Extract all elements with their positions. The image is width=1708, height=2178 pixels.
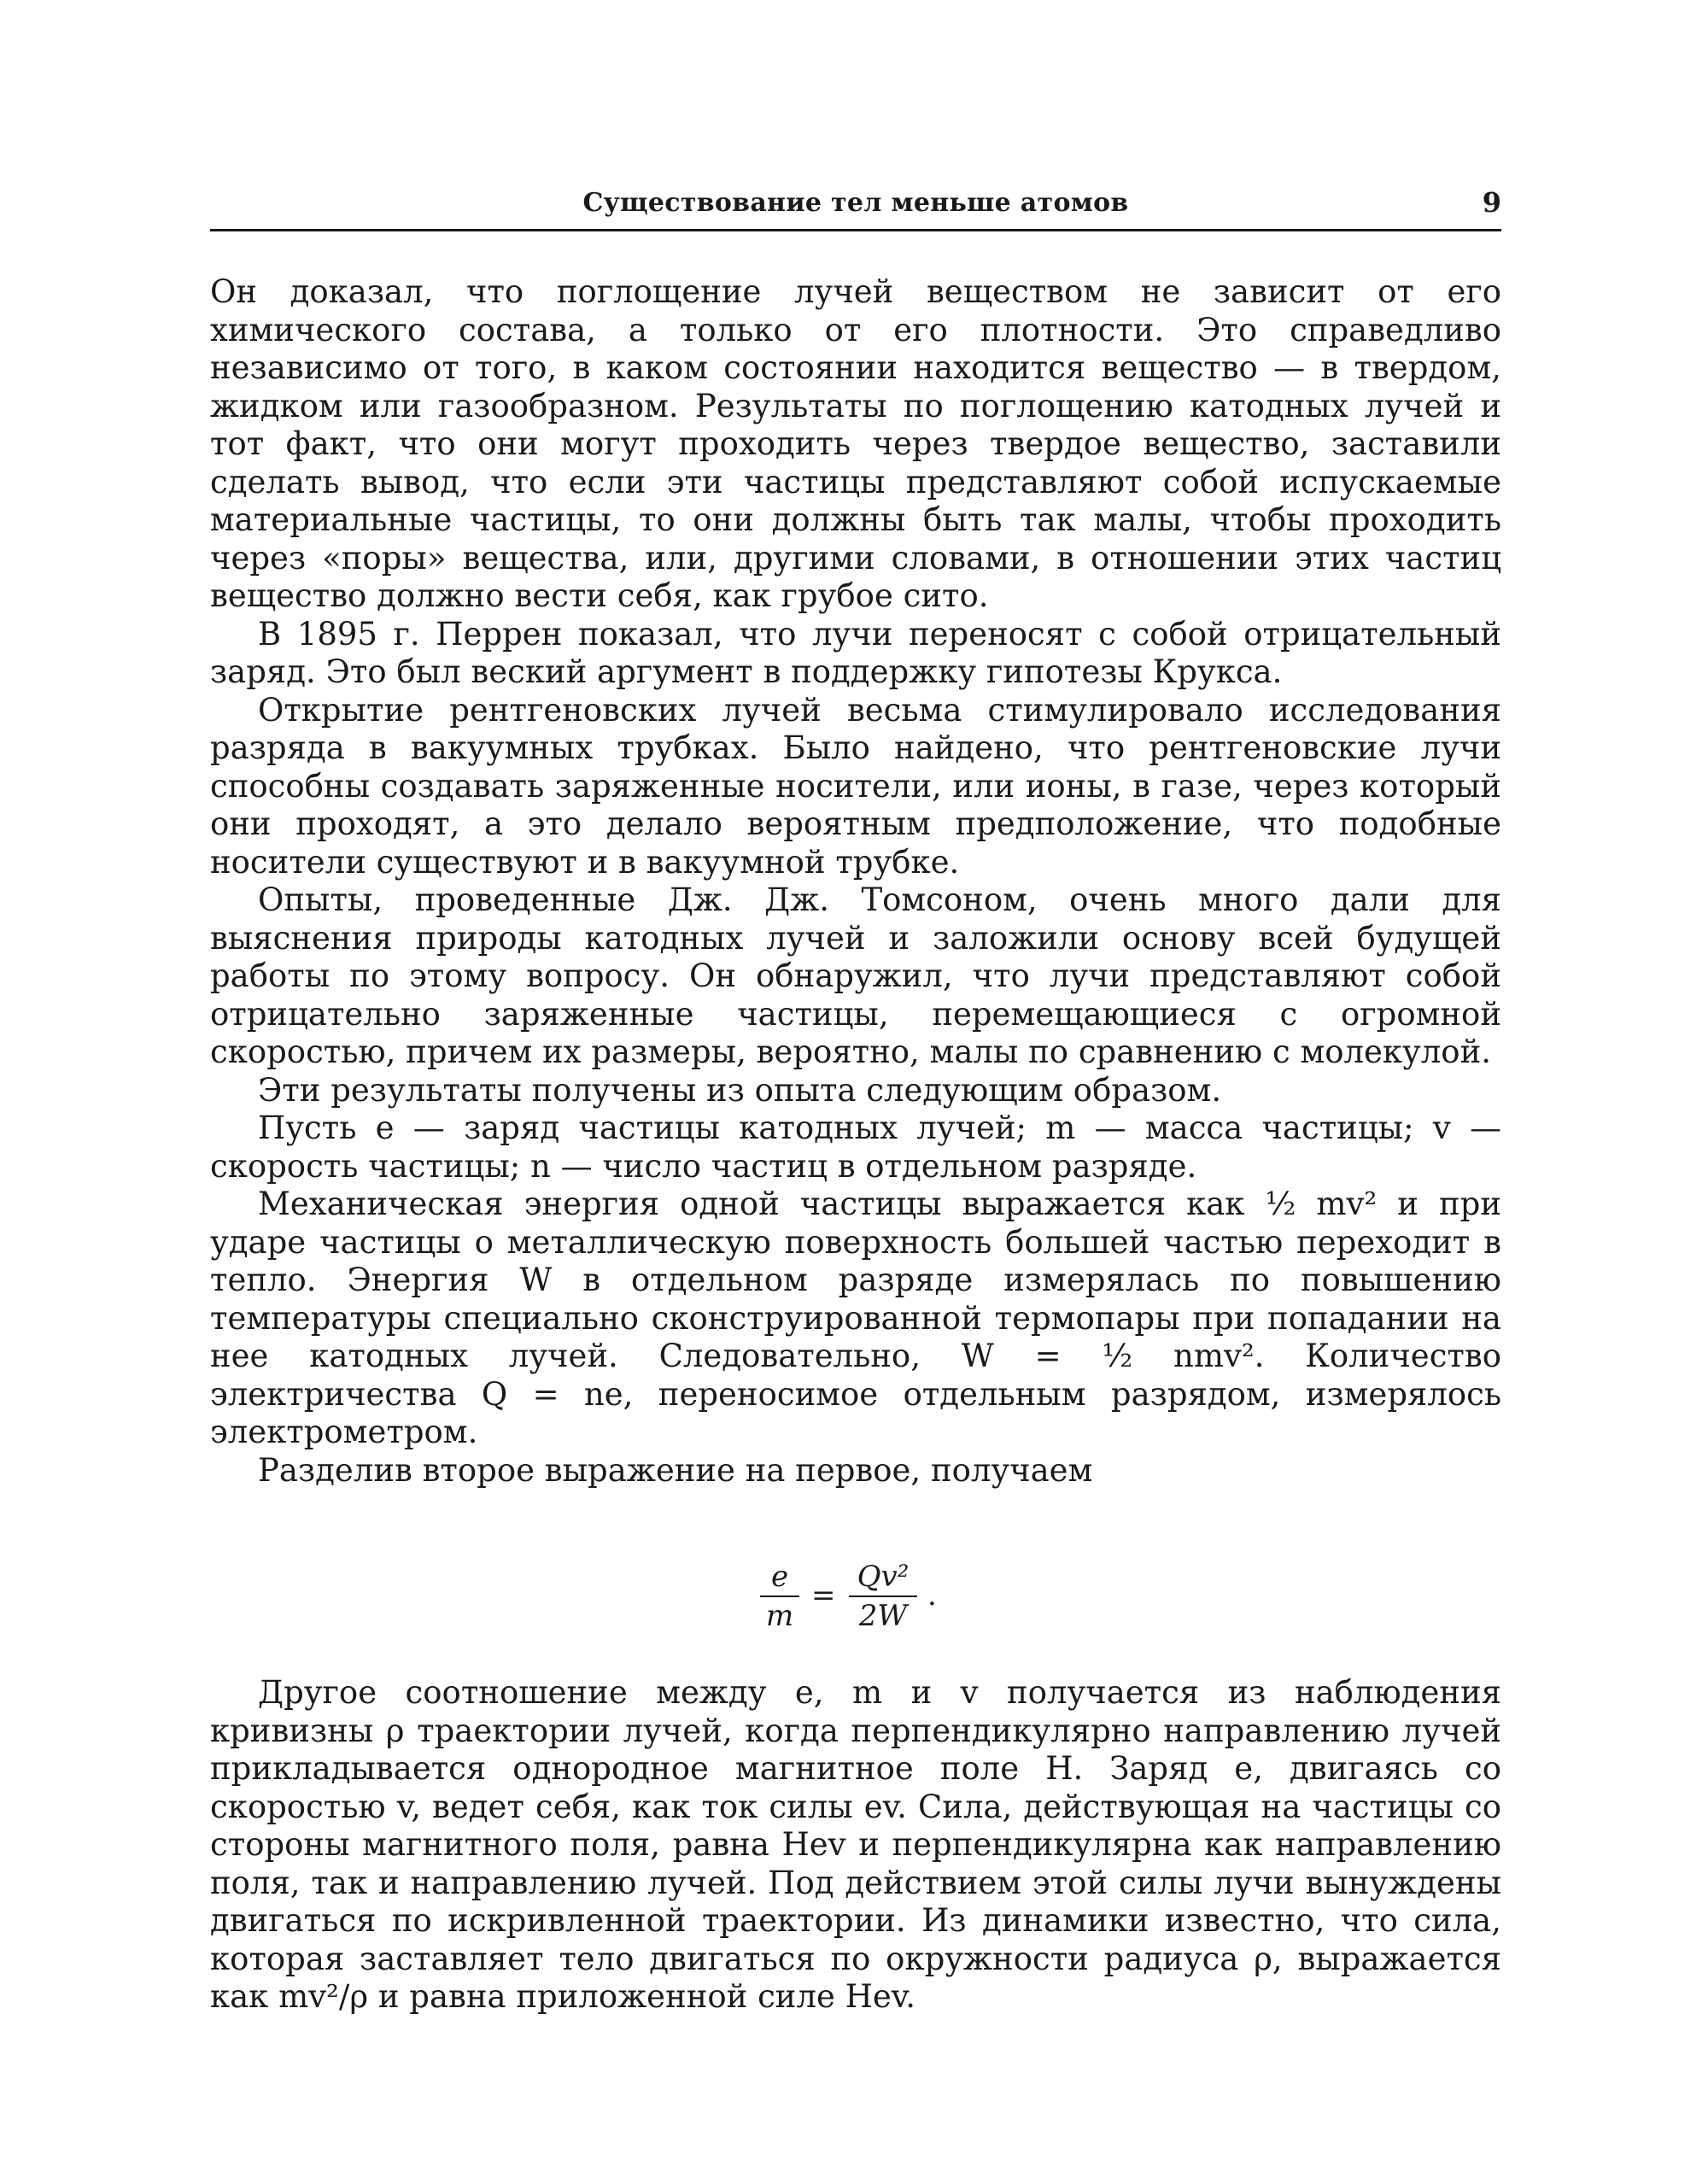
paragraph-absorption: Он доказал, что поглощение лучей веществом не зависит от его химического состава, а только от его плотности. Это справедливо независимо от того, в каком состоянии находится вещество — в твердом, жидком или газообразном. Результаты по поглощению катодных лучей и тот факт, что они могут проходить через твердое вещество, заставили сделать вывод, что если эти частицы представляют собой испускаемые материальные частицы, то они должны быть так малы, чтобы проходить через «поры» вещества, или, другими словами, в отношении этих частиц вещество должно вести себя, как грубое сито. <box>210 273 1501 614</box>
paragraph-dividing: Разделив второе выражение на первое, получаем <box>258 1451 1093 1489</box>
formula-e-over-m <box>760 1560 982 1645</box>
formula-period: . <box>927 1578 937 1613</box>
fraction-e-m <box>760 1560 799 1633</box>
fraction-bar <box>849 1595 917 1597</box>
paragraph-energy: Механическая энергия одной частицы выражается как ½ mv² и при ударе частицы о металлическую поверхность большей частью переходит в тепло. Энергия W в отдельном разряде измерялась по повышению температуры специально сконструированной термопары при попадании на нее катодных лучей. Следовательно, W = ½ nmv². Количество электричества Q = ne, переносимое отдельным разрядом, измерялось электрометром. <box>210 1186 1501 1450</box>
equals-sign: = <box>811 1578 836 1613</box>
paragraph-definitions: Пусть e — заряд частицы катодных лучей; m — масса частицы; v — скорость частицы; n — число частиц в отдельном разряде. <box>210 1109 1501 1185</box>
page-number: 9 <box>1482 186 1501 219</box>
fraction-denominator: m <box>765 1599 794 1633</box>
main-text-block <box>210 273 1501 1490</box>
paragraph-perrin: В 1895 г. Перрен показал, что лучи переносят с собой отрицательный заряд. Это был веский аргумент в поддержку гипотезы Крукса. <box>210 615 1501 690</box>
main-text-block-continued <box>210 1674 1501 2017</box>
fraction-qv2-2w <box>849 1560 917 1633</box>
paragraph-x-rays: Открытие рентгеновских лучей весьма стимулировало исследования разряда в вакуумных трубках. Было найдено, что рентгеновские лучи способны создавать заряженные носители, или ионы, в газе, через который они проходят, а это делало вероятным предположение, что подобные носители существуют и в вакуумной трубке. <box>210 691 1501 881</box>
running-header <box>210 181 1501 231</box>
paragraph-magnetic-curvature: Другое соотношение между e, m и v получается из наблюдения кривизны ρ траектории лучей, когда перпендикулярно направлению лучей прикладывается однородное магнитное поле H. Заряд e, двигаясь со скоростью v, ведет себя, как ток силы ev. Сила, действующая на частицы со стороны магнитного поля, равна Hev и перпендикулярна как направлению поля, так и направлению лучей. Под действием этой силы лучи вынуждены двигаться по искривленной траектории. Из динамики известно, что сила, которая заставляет тело двигаться по окружности радиуса ρ, выражается как mv²/ρ и равна приложенной силе Hev. <box>210 1674 1501 2015</box>
header-title: Существование тел меньше атомов <box>582 188 1129 218</box>
fraction-bar <box>760 1595 799 1597</box>
fraction-numerator: e <box>770 1560 789 1594</box>
fraction-denominator: 2W <box>858 1599 908 1633</box>
paragraph-thomson: Опыты, проведенные Дж. Дж. Томсоном, очень много дали для выяснения природы катодных лучей и заложили основу всей будущей работы по этому вопросу. Он обнаружил, что лучи представляют собой отрицательно заряженные частицы, перемещающиеся с огромной скоростью, причем их размеры, вероятно, малы по сравнению с молекулой. <box>210 881 1501 1070</box>
paragraph-results: Эти результаты получены из опыта следующим образом. <box>258 1071 1222 1109</box>
fraction-numerator: Qv² <box>857 1560 910 1594</box>
